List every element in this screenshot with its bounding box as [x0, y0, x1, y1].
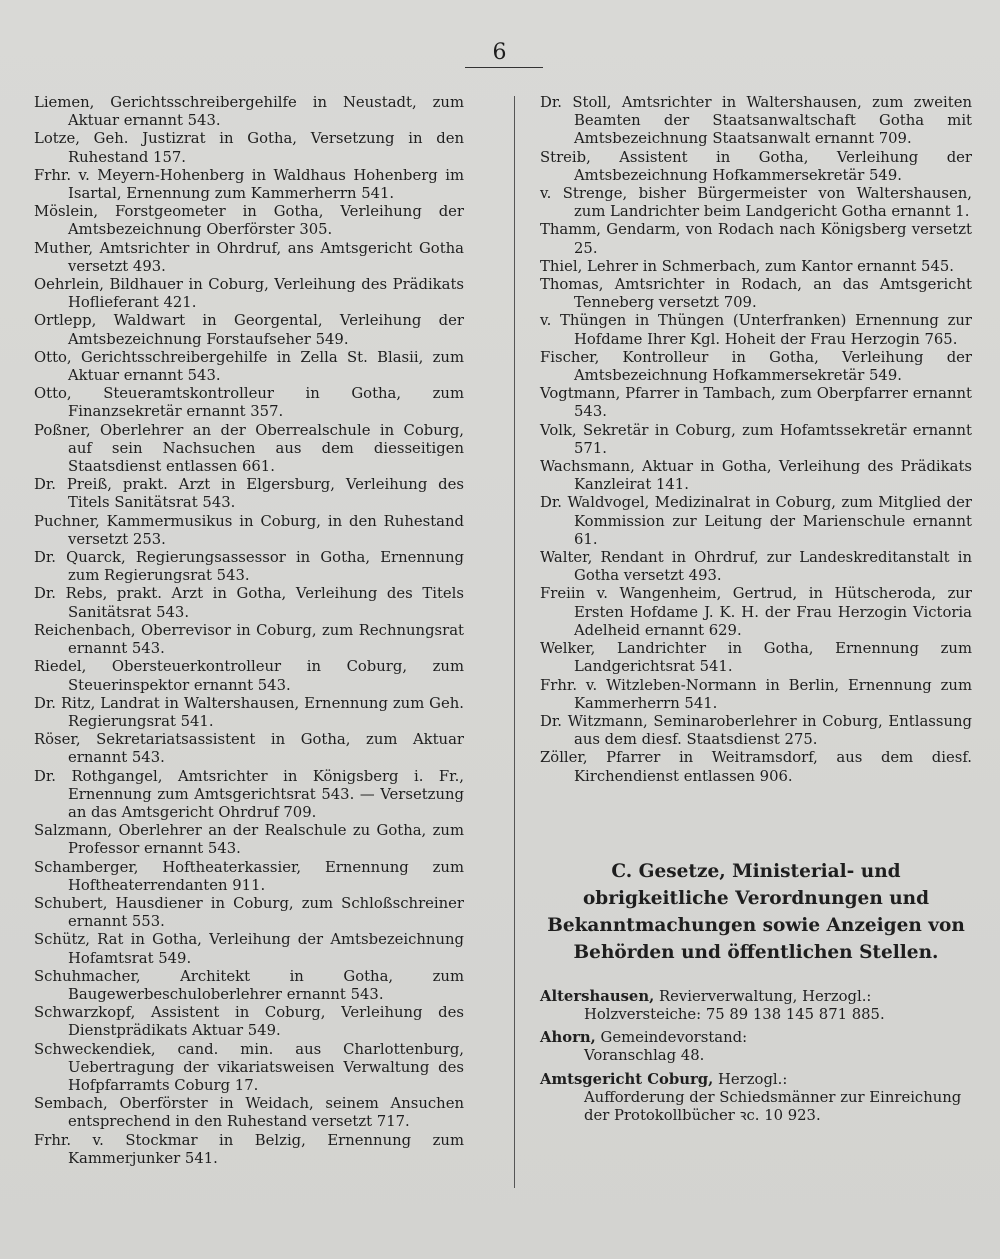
- register-entry: Welker, Landrichter in Gotha, Ernennung zum Landgerichtsrat 541.: [540, 640, 972, 676]
- register-entry: Dr. Waldvogel, Medizinalrat in Coburg, zum Mitglied der Kommission zur Leitung der Marienschule ernannt 61.: [540, 494, 972, 548]
- authority-listings: [540, 988, 972, 1125]
- register-entry: Dr. Witzmann, Seminaroberlehrer in Coburg, Entlassung aus dem diesf. Staatsdienst 275.: [540, 712, 972, 749]
- register-entry: Schamberger, Hoftheaterkassier, Ernennung zum Hoftheaterrendanten 911.: [34, 858, 464, 894]
- register-entry: Frhr. v. Meyern-Hohenberg in Waldhaus Hohenberg im Isartal, Ernennung zum Kammerherrn 541.: [34, 166, 464, 203]
- authority-detail: Revierverwaltung, Herzogl.:: [658, 987, 872, 1005]
- register-entry: Schwarzkopf, Assistent in Coburg, Verleihung des Dienstprädikats Aktuar 549.: [34, 1004, 464, 1040]
- register-entry: v. Thüngen in Thüngen (Unterfranken) Ernennung zur Hofdame Ihrer Kgl. Hoheit der Frau Herzogin 765.: [540, 312, 972, 348]
- register-entry: Zöller, Pfarrer in Weitramsdorf, aus dem diesf. Kirchendienst entlassen 906.: [540, 749, 972, 785]
- register-entry: Otto, Steueramtskontrolleur in Gotha, zum Finanzsekretär ernannt 357.: [34, 385, 464, 421]
- authority-listing: [540, 988, 972, 1024]
- register-entry: Volk, Sekretär in Coburg, zum Hofamtssekretär ernannt 571.: [540, 421, 972, 457]
- register-entry: Puchner, Kammermusikus in Coburg, in den Ruhestand versetzt 253.: [34, 512, 464, 548]
- register-entry: Muther, Amtsrichter in Ohrdruf, ans Amtsgericht Gotha versetzt 493.: [34, 239, 464, 275]
- authority-name: Amtsgericht Coburg,: [540, 1070, 714, 1088]
- register-entry: Salzmann, Oberlehrer an der Realschule zu Gotha, zum Professor ernannt 543.: [34, 822, 464, 858]
- authority-name: Ahorn,: [540, 1029, 596, 1047]
- register-entry: Möslein, Forstgeometer in Gotha, Verleihung der Amtsbezeichnung Oberförster 305.: [34, 203, 464, 239]
- right-column: [540, 94, 972, 1130]
- register-entry: Dr. Rebs, prakt. Arzt in Gotha, Verleihung des Titels Sanitätsrat 543.: [34, 585, 464, 621]
- authority-detail: Gemeindevorstand:: [600, 1029, 748, 1047]
- register-entry: Dr. Stoll, Amtsrichter in Waltershausen, zum zweiten Beamten der Staatsanwaltschaft Gotha mit Amtsbezeichnung Staatsanwalt ernannt 709.: [540, 94, 972, 148]
- register-entry: Dr. Quarck, Regierungsassessor in Gotha, Ernennung zum Regierungsrat 543.: [34, 549, 464, 585]
- register-entry: Röser, Sekretariatsassistent in Gotha, zum Aktuar ernannt 543.: [34, 731, 464, 767]
- authority-listing: [540, 1071, 972, 1126]
- register-entry: Ortlepp, Waldwart in Georgental, Verleihung der Amtsbezeichnung Forstaufseher 549.: [34, 312, 464, 348]
- register-entry: Thomas, Amtsrichter in Rodach, an das Amtsgericht Tenneberg versetzt 709.: [540, 276, 972, 312]
- register-entry: Schweckendiek, cand. min. aus Charlottenburg, Uebertragung der vikariatsweisen Verwaltung des Hofpfarramts Coburg 17.: [34, 1040, 464, 1094]
- listing-header: [540, 988, 972, 1006]
- register-entry: Reichenbach, Oberrevisor in Coburg, zum Rechnungsrat ernannt 543.: [34, 621, 464, 658]
- register-entry: Frhr. v. Witzleben-Normann in Berlin, Ernennung zum Kammerherrn 541.: [540, 676, 972, 712]
- register-entry: Vogtmann, Pfarrer in Tambach, zum Oberpfarrer ernannt 543.: [540, 385, 972, 421]
- header-rule: [465, 67, 543, 68]
- register-entry: Frhr. v. Stockmar in Belzig, Ernennung zum Kammerjunker 541.: [34, 1131, 464, 1167]
- register-entry: Dr. Rothgangel, Amtsrichter in Königsberg i. Fr., Ernennung zum Amtsgerichtsrat 543. — Versetzung an das Amtsgericht Ohrdruf 709.: [34, 767, 464, 821]
- authority-detail: Herzogl.:: [718, 1070, 788, 1088]
- listing-header: [540, 1071, 972, 1089]
- register-entry: Wachsmann, Aktuar in Gotha, Verleihung des Prädikats Kanzleirat 141.: [540, 458, 972, 494]
- register-entry: Dr. Ritz, Landrat in Waltershausen, Ernennung zum Geh. Regierungsrat 541.: [34, 694, 464, 730]
- authority-listing: [540, 1029, 972, 1065]
- left-column: [34, 94, 464, 1168]
- register-entry: Thamm, Gendarm, von Rodach nach Königsberg versetzt 25.: [540, 221, 972, 257]
- register-entry: Dr. Preiß, prakt. Arzt in Elgersburg, Verleihung des Titels Sanitätsrat 543.: [34, 476, 464, 512]
- listing-item: Holzversteiche: 75 89 138 145 871 885.: [584, 1005, 885, 1023]
- register-entry: Sembach, Oberförster in Weidach, seinem Ansuchen entsprechend in den Ruhestand versetzt 717.: [34, 1095, 464, 1131]
- register-entry: Fischer, Kontrolleur in Gotha, Verleihung der Amtsbezeichnung Hofkammersekretär 549.: [540, 348, 972, 385]
- register-entry: Lotze, Geh. Justizrat in Gotha, Versetzung in den Ruhestand 157.: [34, 130, 464, 166]
- register-entry: v. Strenge, bisher Bürgermeister von Waltershausen, zum Landrichter beim Landgericht Gotha ernannt 1.: [540, 185, 972, 221]
- register-entry: Thiel, Lehrer in Schmerbach, zum Kantor ernannt 545.: [540, 257, 954, 275]
- column-divider: [514, 96, 515, 1188]
- right-column-entries: [540, 94, 972, 786]
- register-entry: Poßner, Oberlehrer an der Oberrealschule in Coburg, auf sein Nachsuchen aus dem diesseitigen Staatsdienst entlassen 661.: [34, 421, 464, 476]
- register-entry: Liemen, Gerichtsschreibergehilfe in Neustadt, zum Aktuar ernannt 543.: [34, 94, 464, 130]
- register-entry: Riedel, Obersteuerkontrolleur in Coburg, zum Steuerinspektor ernannt 543.: [34, 658, 464, 694]
- register-entry: Schubert, Hausdiener in Coburg, zum Schloßschreiner ernannt 553.: [34, 894, 464, 931]
- authority-name: Altershausen,: [540, 987, 655, 1005]
- section-heading: C. Gesetze, Ministerial- und obrigkeitliche Verordnungen und Bekanntmachungen sowie Anzeigen von Behörden und öffentlichen Stellen.: [547, 860, 965, 963]
- register-entry: Schuhmacher, Architekt in Gotha, zum Baugewerbeschuloberlehrer ernannt 543.: [34, 967, 464, 1003]
- register-entry: Streib, Assistent in Gotha, Verleihung der Amtsbezeichnung Hofkammersekretär 549.: [540, 148, 972, 184]
- listing-item: Aufforderung der Schiedsmänner zur Einreichung der Protokollbücher ꝛc. 10 923.: [584, 1088, 962, 1124]
- page-number: 6: [492, 40, 508, 65]
- register-entry: Otto, Gerichtsschreibergehilfe in Zella St. Blasii, zum Aktuar ernannt 543.: [34, 348, 464, 385]
- register-entry: Walter, Rendant in Ohrdruf, zur Landeskreditanstalt in Gotha versetzt 493.: [540, 549, 972, 585]
- listing-header: [540, 1029, 972, 1047]
- listing-item: Voranschlag 48.: [584, 1047, 705, 1065]
- register-entry: Schütz, Rat in Gotha, Verleihung der Amtsbezeichnung Hofamtsrat 549.: [34, 931, 464, 967]
- register-entry: Oehrlein, Bildhauer in Coburg, Verleihung des Prädikats Hoflieferant 421.: [34, 276, 464, 312]
- register-entry: Freiin v. Wangenheim, Gertrud, in Hütscheroda, zur Ersten Hofdame J. K. H. der Frau Herzogin Victoria Adelheid ernannt 629.: [540, 585, 972, 639]
